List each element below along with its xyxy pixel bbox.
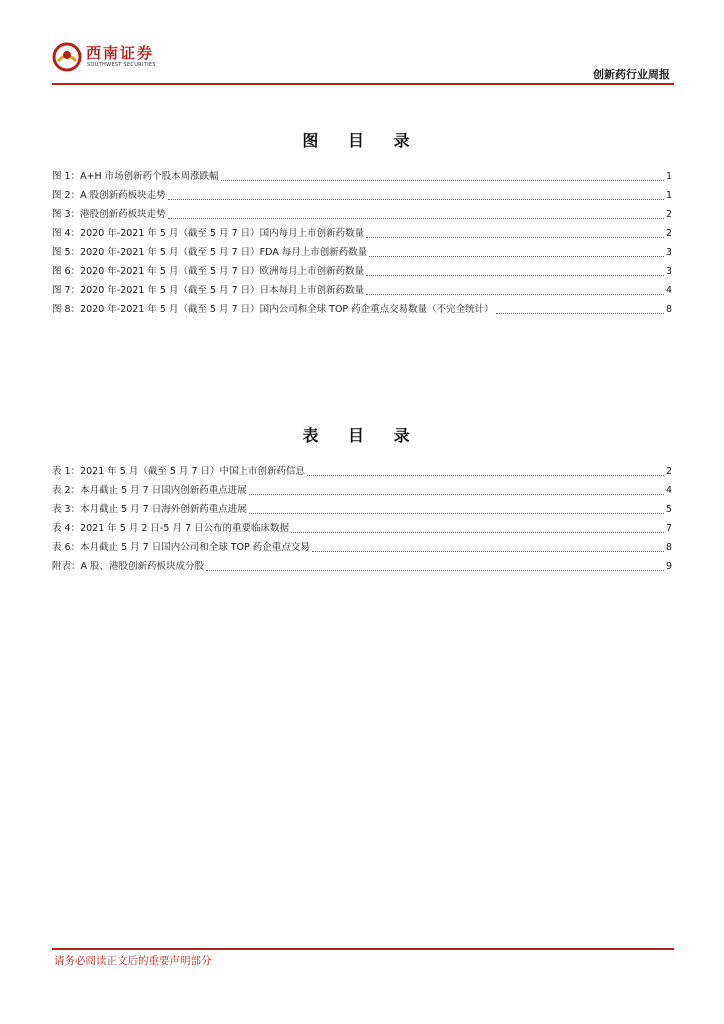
dot-leader — [369, 255, 664, 257]
southwest-securities-logo-icon — [52, 42, 82, 72]
table-entry-page-number: 7 — [665, 523, 672, 534]
header-divider — [52, 83, 674, 85]
figure-entry[interactable] — [52, 241, 672, 260]
figure-entry-page-number: 4 — [665, 285, 672, 296]
figure-entry-label: 图 4：2020 年-2021 年 5 月（截至 5 月 7 日）国内每月上市创新药数量 — [52, 228, 365, 239]
dot-leader — [366, 274, 664, 276]
dot-leader — [307, 474, 664, 476]
table-entry[interactable] — [52, 536, 672, 555]
table-entry-label: 表 4：2021 年 5 月 2 日-5 月 7 日公布的重要临床数据 — [52, 523, 290, 534]
dot-leader — [249, 512, 664, 514]
table-list-title: 表 目 录 — [302, 426, 422, 445]
figure-entry-label: 图 3：港股创新药板块走势 — [52, 209, 166, 220]
table-entry[interactable] — [52, 555, 672, 574]
page-header — [0, 0, 724, 84]
table-entry-label: 表 1：2021 年 5 月（截至 5 月 7 日）中国上市创新药信息 — [52, 466, 306, 477]
figure-list-title: 图 目 录 — [302, 131, 422, 150]
disclaimer-note: 请务必阅读正文后的重要声明部分 — [54, 955, 212, 967]
figure-entry-page-number: 8 — [665, 304, 672, 315]
dot-leader — [366, 236, 664, 238]
table-entry-page-number: 8 — [665, 542, 672, 553]
figure-entry-label: 图 7：2020 年-2021 年 5 月（截至 5 月 7 日）日本每月上市创新药数量 — [52, 285, 365, 296]
figure-entry-label: 图 5：2020 年-2021 年 5 月（截至 5 月 7 日）FDA 每月上市创新药数量 — [52, 247, 368, 258]
figure-entry[interactable] — [52, 260, 672, 279]
dot-leader — [221, 179, 664, 181]
report-title: 创新药行业周报 — [593, 68, 670, 81]
figure-entry-page-number: 3 — [665, 266, 672, 277]
figure-entry[interactable] — [52, 184, 672, 203]
table-entry[interactable] — [52, 460, 672, 479]
table-entry[interactable] — [52, 517, 672, 536]
figure-entry[interactable] — [52, 165, 672, 184]
table-entry-page-number: 9 — [665, 561, 672, 572]
dot-leader — [168, 217, 664, 219]
figure-entry[interactable] — [52, 203, 672, 222]
figure-entry-label: 图 6：2020 年-2021 年 5 月（截至 5 月 7 日）欧洲每月上市创新药数量 — [52, 266, 365, 277]
table-entry-label: 附表：A 股、港股创新药板块成分股 — [52, 561, 205, 572]
logo-chinese-name: 西南证券 — [86, 44, 155, 62]
table-entry-page-number: 5 — [665, 504, 672, 515]
table-entry-label: 表 2：本月截止 5 月 7 日国内创新药重点进展 — [52, 485, 247, 496]
dot-leader — [496, 312, 664, 314]
table-entry-label: 表 6：本月截止 5 月 7 日国内公司和全球 TOP 药企重点交易 — [52, 542, 310, 553]
figure-entry-page-number: 2 — [665, 209, 672, 220]
figure-entry-page-number: 3 — [665, 247, 672, 258]
figure-entry-page-number: 1 — [665, 190, 672, 201]
dot-leader — [168, 198, 664, 200]
figure-entry-page-number: 2 — [665, 228, 672, 239]
table-entry[interactable] — [52, 479, 672, 498]
table-entry-page-number: 4 — [665, 485, 672, 496]
table-entry-page-number: 2 — [665, 466, 672, 477]
figure-entry-label: 图 8：2020 年-2021 年 5 月（截至 5 月 7 日）国内公司和全球 TOP 药企重点交易数量（不完全统计） — [52, 304, 494, 315]
footer-divider — [52, 948, 674, 950]
table-list — [52, 460, 672, 574]
figure-entry[interactable] — [52, 222, 672, 241]
figure-list — [52, 165, 672, 317]
figure-entry[interactable] — [52, 279, 672, 298]
logo-english-name: SOUTHWEST SECURITIES — [87, 62, 156, 68]
dot-leader — [206, 569, 664, 571]
dot-leader — [312, 550, 664, 552]
figure-entry[interactable] — [52, 298, 672, 317]
table-entry[interactable] — [52, 498, 672, 517]
table-entry-label: 表 3：本月截止 5 月 7 日海外创新药重点进展 — [52, 504, 247, 515]
figure-entry-label: 图 2：A 股创新药板块走势 — [52, 190, 166, 201]
figure-entry-label: 图 1：A+H 市场创新药个股本周涨跌幅 — [52, 171, 219, 182]
figure-entry-page-number: 1 — [665, 171, 672, 182]
dot-leader — [366, 293, 664, 295]
dot-leader — [249, 493, 664, 495]
dot-leader — [291, 531, 664, 533]
